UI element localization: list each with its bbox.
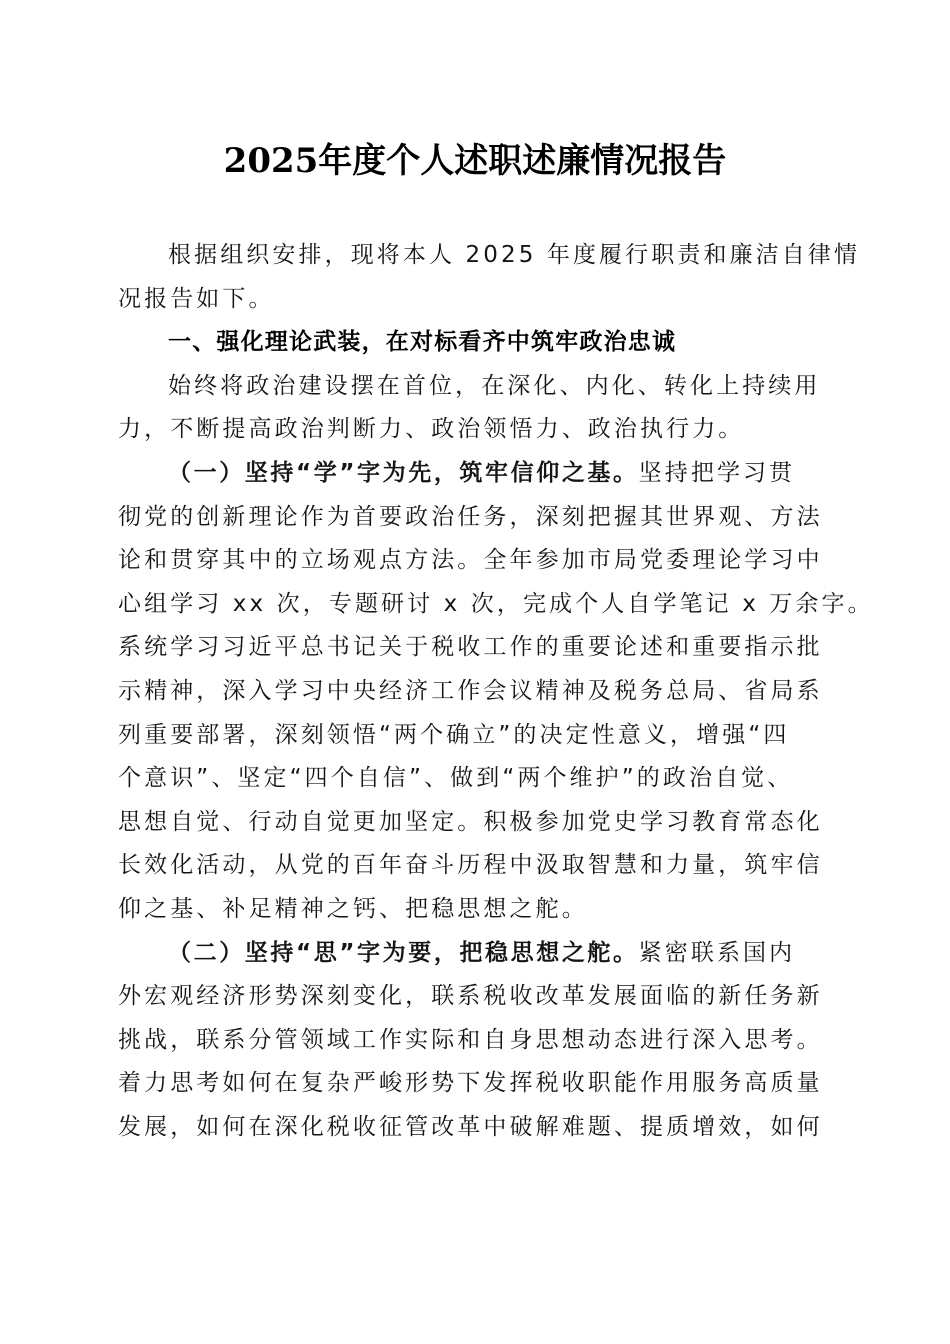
- paragraph-line: 力，不断提高政治判断力、政治领悟力、政治执行力。: [118, 416, 745, 443]
- subsection-heading-2: （二）坚持“思”字为要，把稳思想之舵。: [168, 939, 639, 966]
- paragraph-text: 紧密联系国内: [638, 939, 796, 966]
- paragraph-text: 坚持把学习贯: [638, 459, 796, 486]
- paragraph-line: 彻党的创新理论作为首要政治任务，深刻把握其世界观、方法: [118, 503, 823, 530]
- document-body: [118, 234, 874, 1149]
- paragraph-line: 列重要部署，深刻领悟“两个确立”的决定性意义，增强“四: [118, 721, 790, 748]
- paragraph-line: 外宏观经济形势深刻变化，联系税收改革发展面临的新任务新: [118, 983, 823, 1010]
- section-heading-1: 一、强化理论武装，在对标看齐中筑牢政治忠诚: [168, 329, 677, 356]
- subsection-1-line: [118, 452, 838, 496]
- paragraph-intro-line: 根据组织安排，现将本人 2025 年度履行职责和廉洁自律情: [168, 242, 861, 268]
- paragraph-intro-line: 况报告如下。: [118, 285, 275, 312]
- paragraph-line: 仰之基、补足精神之钙、把稳思想之舵。: [118, 895, 588, 922]
- subsection-heading-1: （一）坚持“学”字为先，筑牢信仰之基。: [168, 459, 639, 486]
- paragraph-line: 着力思考如何在复杂严峻形势下发挥税收职能作用服务高质量: [118, 1070, 823, 1097]
- paragraph-line: 个意识”、坚定“四个自信”、做到“两个维护”的政治自觉、: [118, 765, 794, 792]
- paragraph-line: 始终将政治建设摆在首位，在深化、内化、转化上持续用: [168, 372, 821, 399]
- paragraph-line: 挑战，联系分管领域工作实际和自身思想动态进行深入思考。: [118, 1026, 823, 1053]
- paragraph-line: 长效化活动，从党的百年奋斗历程中汲取智慧和力量，筑牢信: [118, 852, 823, 879]
- document-title: 2025年度个人述职述廉情况报告: [223, 141, 727, 181]
- paragraph-line: 论和贯穿其中的立场观点方法。全年参加市局党委理论学习中: [118, 547, 823, 574]
- paragraph-line: 思想自觉、行动自觉更加坚定。积极参加党史学习教育常态化: [118, 808, 823, 835]
- paragraph-line: 心组学习 xx 次，专题研讨 x 次，完成个人自学笔记 x 万余字。: [118, 590, 874, 617]
- subsection-2-line: [118, 932, 838, 976]
- paragraph-line: 发展，如何在深化税收征管改革中破解难题、提质增效，如何: [118, 1113, 823, 1140]
- paragraph-line: 系统学习习近平总书记关于税收工作的重要论述和重要指示批: [118, 634, 823, 661]
- paragraph-line: 示精神，深入学习中央经济工作会议精神及税务总局、省局系: [118, 677, 823, 704]
